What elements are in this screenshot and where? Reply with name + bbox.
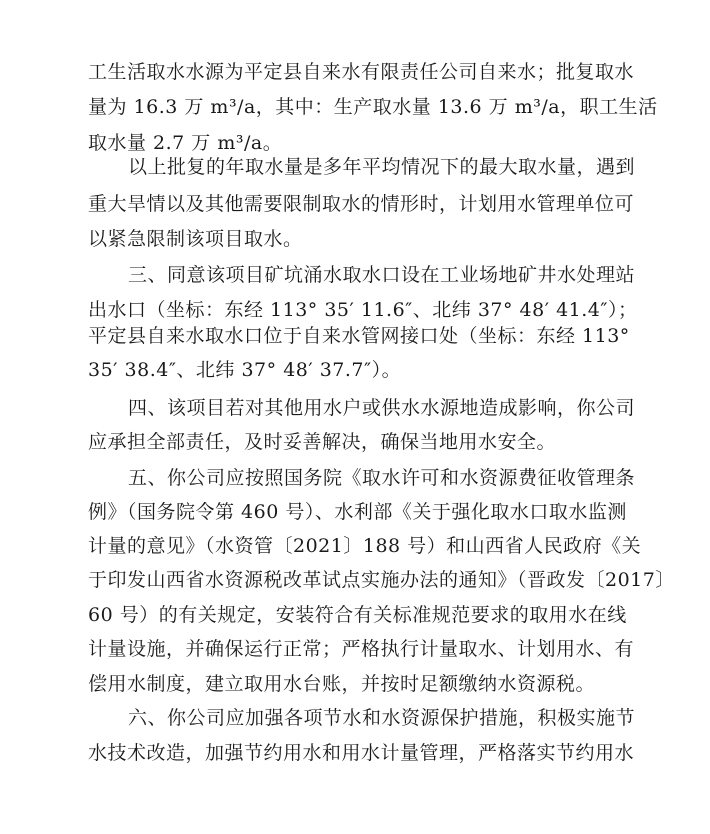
text-line: 于印发山西省水资源税改革试点实施办法的通知》（晋政发〔2017〕: [88, 569, 675, 591]
text-line: 平定县自来水取水口位于自来水管网接口处（坐标：东经 113°: [88, 325, 630, 347]
text-line: 35′ 38.4″、北纬 37° 48′ 37.7″）。: [88, 359, 402, 381]
text-line: 计量的意见》（水资管〔2021〕188 号）和山西省人民政府《关: [88, 535, 642, 557]
text-line: 水技术改造，加强节约用水和用水计量管理，严格落实节约用水: [88, 742, 635, 764]
paragraph-start-line: 三、同意该项目矿坑涌水取水口设在工业场地矿井水处理站: [128, 264, 636, 286]
text-line: 偿用水制度，建立取用水台账，并按时足额缴纳水资源税。: [88, 673, 596, 695]
text-line: 60 号）的有关规定，安装符合有关标准规范要求的取用水在线: [88, 604, 627, 626]
text-line: 工生活取水水源为平定县自来水有限责任公司自来水；批复取水: [88, 61, 635, 83]
text-line: 计量设施，并确保运行正常；严格执行计量取水、计划用水、有: [88, 638, 635, 660]
paragraph-start-line: 五、你公司应按照国务院《取水许可和水资源费征收管理条: [128, 467, 636, 489]
text-line: 重大旱情以及其他需要限制取水的情形时，计划用水管理单位可: [88, 193, 635, 215]
paragraph-start-line: 六、你公司应加强各项节水和水资源保护措施，积极实施节: [128, 707, 636, 729]
text-line: 出水口（坐标：东经 113° 35′ 11.6″、北纬 37° 48′ 41.4″）；: [88, 299, 638, 321]
text-line: 取水量 2.7 万 m³/a。: [88, 132, 283, 154]
text-line: 例》（国务院令第 460 号）、水利部《关于强化取水口取水监测: [88, 501, 627, 523]
paragraph-start-line: 以上批复的年取水量是多年平均情况下的最大取水量，遇到: [128, 156, 636, 178]
text-line: 以紧急限制该项目取水。: [88, 228, 303, 250]
text-line: 应承担全部责任，及时妥善解决，确保当地用水安全。: [88, 431, 557, 453]
text-line: 量为 16.3 万 m³/a，其中：生产取水量 13.6 万 m³/a，职工生活: [88, 96, 658, 118]
paragraph-start-line: 四、该项目若对其他用水户或供水水源地造成影响，你公司: [128, 397, 636, 419]
